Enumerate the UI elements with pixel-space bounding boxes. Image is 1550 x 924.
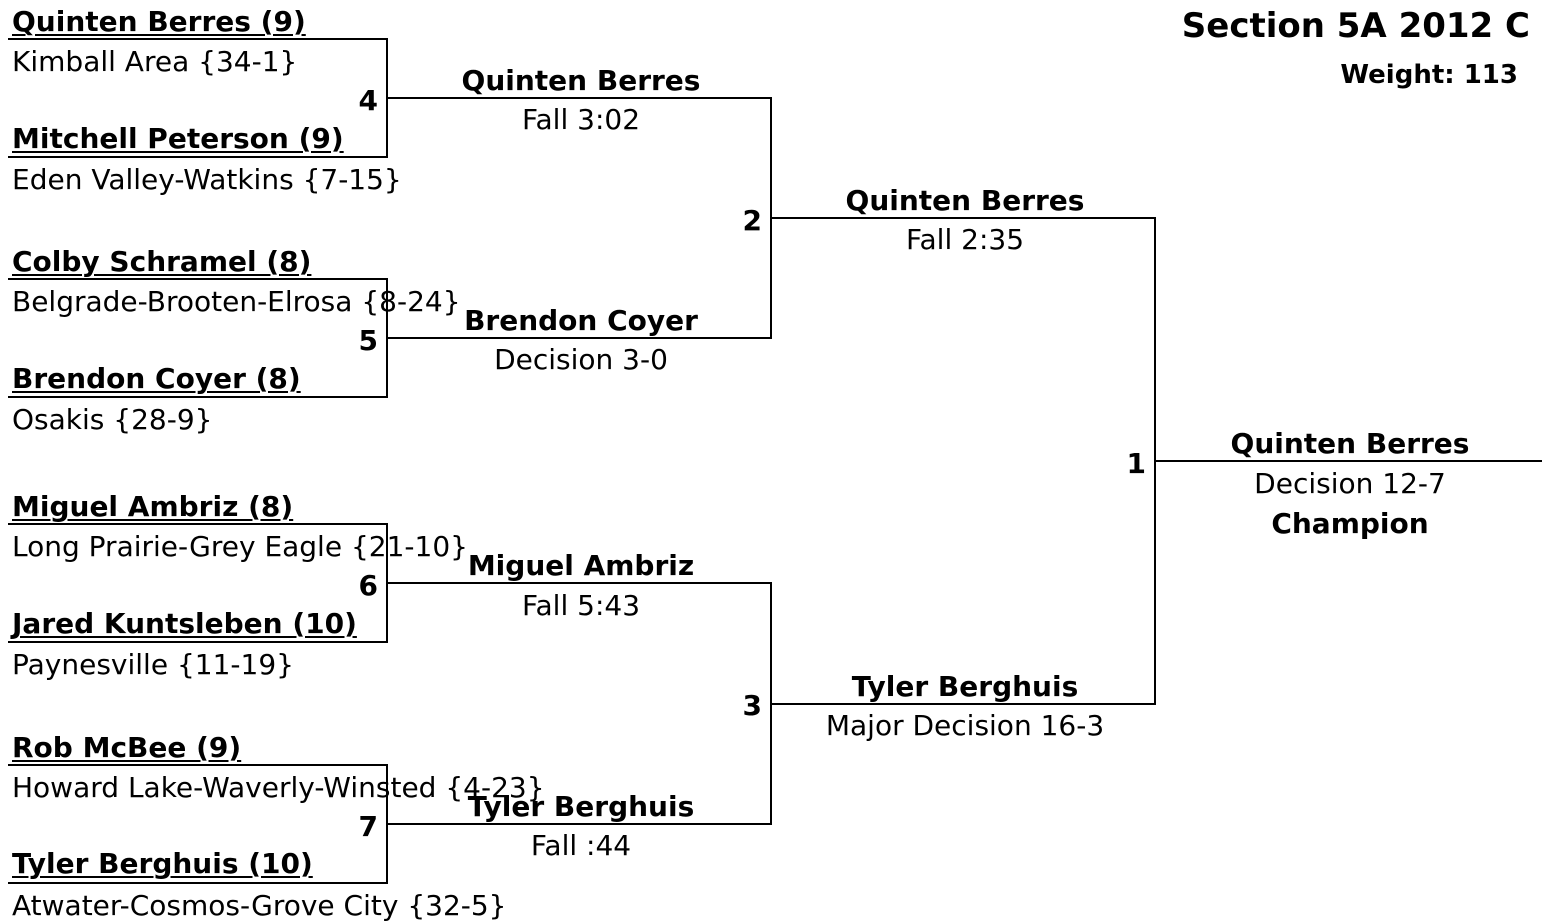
final-result: Decision 12-7 (1254, 467, 1446, 500)
round2-result: Fall 3:02 (521, 103, 641, 136)
champion-name: Quinten Berres (1230, 427, 1470, 460)
wrestler-name: Rob McBee (9) (12, 731, 242, 764)
bout-number: 3 (742, 689, 762, 722)
semi-result: Fall 2:35 (905, 223, 1025, 256)
bout-number: 4 (358, 84, 378, 117)
round2-result: Fall 5:43 (521, 589, 641, 622)
bout-number: 5 (358, 324, 378, 357)
wrestler-name: Tyler Berghuis (10) (12, 847, 313, 880)
champion-label: Champion (1271, 507, 1429, 540)
semi-winner: Tyler Berghuis (851, 670, 1079, 703)
wrestler-team: Kimball Area {34-1} (12, 45, 298, 78)
wrestler-team: Long Prairie-Grey Eagle {21-10} (12, 530, 468, 563)
wrestler-name: Brendon Coyer (8) (12, 362, 301, 395)
round2-result: Decision 3-0 (494, 343, 668, 376)
wrestler-team: Eden Valley-Watkins {7-15} (12, 163, 402, 196)
round2-result: Fall :44 (530, 829, 632, 862)
bracket-title: Section 5A 2012 C (1181, 6, 1530, 46)
weight-class: Weight: 113 (1340, 60, 1518, 90)
wrestler-name: Quinten Berres (9) (12, 5, 306, 38)
wrestler-team: Howard Lake-Waverly-Winsted {4-23} (12, 771, 545, 804)
semi-winner: Quinten Berres (845, 184, 1085, 217)
bout-number: 1 (1126, 447, 1146, 480)
round2-winner: Quinten Berres (461, 64, 701, 97)
bout-number: 7 (358, 810, 378, 843)
wrestler-name: Jared Kuntsleben (10) (12, 607, 357, 640)
wrestler-team: Belgrade-Brooten-Elrosa {8-24} (12, 285, 461, 318)
round2-winner: Brendon Coyer (464, 304, 698, 337)
wrestler-team: Paynesville {11-19} (12, 648, 294, 681)
wrestler-name: Colby Schramel (8) (12, 245, 312, 278)
bout-number: 6 (358, 569, 378, 602)
bout-number: 2 (742, 204, 762, 237)
wrestler-name: Miguel Ambriz (8) (12, 490, 294, 523)
wrestler-name: Mitchell Peterson (9) (12, 122, 344, 155)
semi-result: Major Decision 16-3 (825, 709, 1105, 742)
wrestler-team: Atwater-Cosmos-Grove City {32-5} (12, 889, 507, 922)
round2-winner: Tyler Berghuis (467, 790, 695, 823)
round2-winner: Miguel Ambriz (467, 549, 695, 582)
wrestler-team: Osakis {28-9} (12, 403, 213, 436)
